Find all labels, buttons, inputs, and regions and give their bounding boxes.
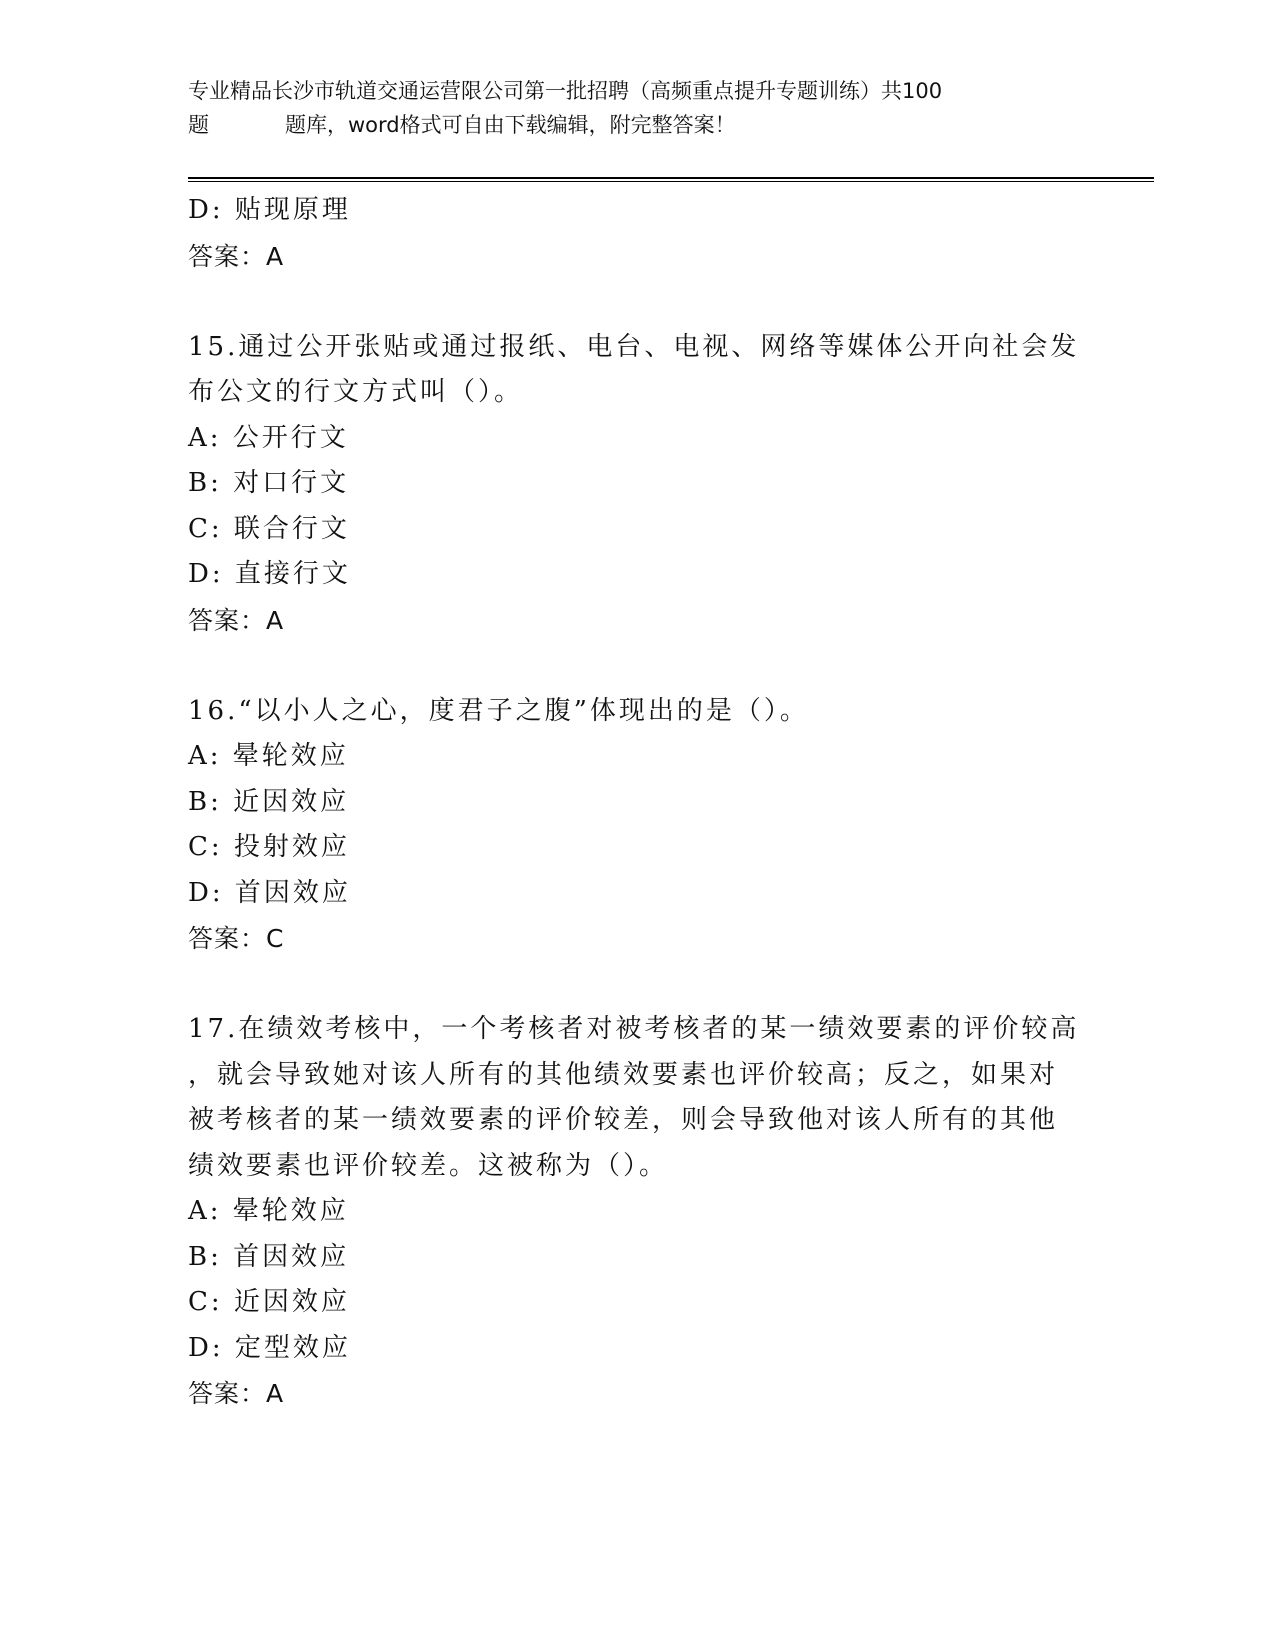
question-17-option-a: A: 晕轮效应 [188,1196,349,1226]
question-16-option-a: A: 晕轮效应 [188,741,349,771]
question-16-option-b: B: 近因效应 [188,786,350,817]
header-title-continuation: 题库，word格式可自由下载编辑，附完整答案！ [285,113,736,137]
page-header [188,74,1088,142]
spacer [188,962,1088,1008]
question-16 [188,689,1088,962]
header-title-fragment: 题 [188,113,209,137]
question-15 [188,325,1088,644]
header-title-line-2 [188,108,1088,142]
question-17 [188,1007,1088,1417]
spacer [188,643,1088,689]
question-15-option-b: B: 对口行文 [188,468,350,498]
question-16-text-line-1: 16.“以小人之心，度君子之腹”体现出的是（）。 [188,695,809,726]
question-15-text-line-1: 15.通过公开张贴或通过报纸、电台、电视、网络等媒体公开向社会发 [188,331,1080,362]
question-17-option-c: C: 近因效应 [188,1287,350,1317]
header-title-line-1: 专业精品长沙市轨道交通运营限公司第一批招聘（高频重点提升专题训练）共100 [188,79,943,103]
question-16-answer: 答案：C [188,924,285,953]
question-17-text-line-4: 绩效要素也评价较差。这被称为（）。 [188,1150,669,1181]
question-16-option-c: C: 投射效应 [188,832,350,862]
question-17-option-d: D: 定型效应 [188,1332,351,1363]
question-15-option-d: D: 直接行文 [188,559,351,589]
option-d-previous: D: 贴现原理 [188,195,351,225]
question-15-option-c: C: 联合行文 [188,513,350,544]
spacer [188,279,1088,325]
question-17-option-b: B: 首因效应 [188,1241,350,1272]
question-17-text-line-2: ，就会导致她对该人所有的其他绩效要素也评价较高；反之，如果对 [188,1059,1059,1090]
question-17-text-line-3: 被考核者的某一绩效要素的评价较差，则会导致他对该人所有的其他 [188,1105,1059,1135]
question-15-text-line-2: 布公文的行文方式叫（）。 [188,377,524,407]
question-15-option-a: A: 公开行文 [188,422,349,453]
header-divider [188,177,1154,182]
question-16-option-d: D: 首因效应 [188,877,351,908]
question-content [188,188,1088,1417]
question-17-text-line-1: 17.在绩效考核中，一个考核者对被考核者的某一绩效要素的评价较高 [188,1014,1080,1044]
answer-previous: 答案：A [188,241,285,271]
question-17-answer: 答案：A [188,1379,285,1408]
question-15-answer: 答案：A [188,605,285,635]
